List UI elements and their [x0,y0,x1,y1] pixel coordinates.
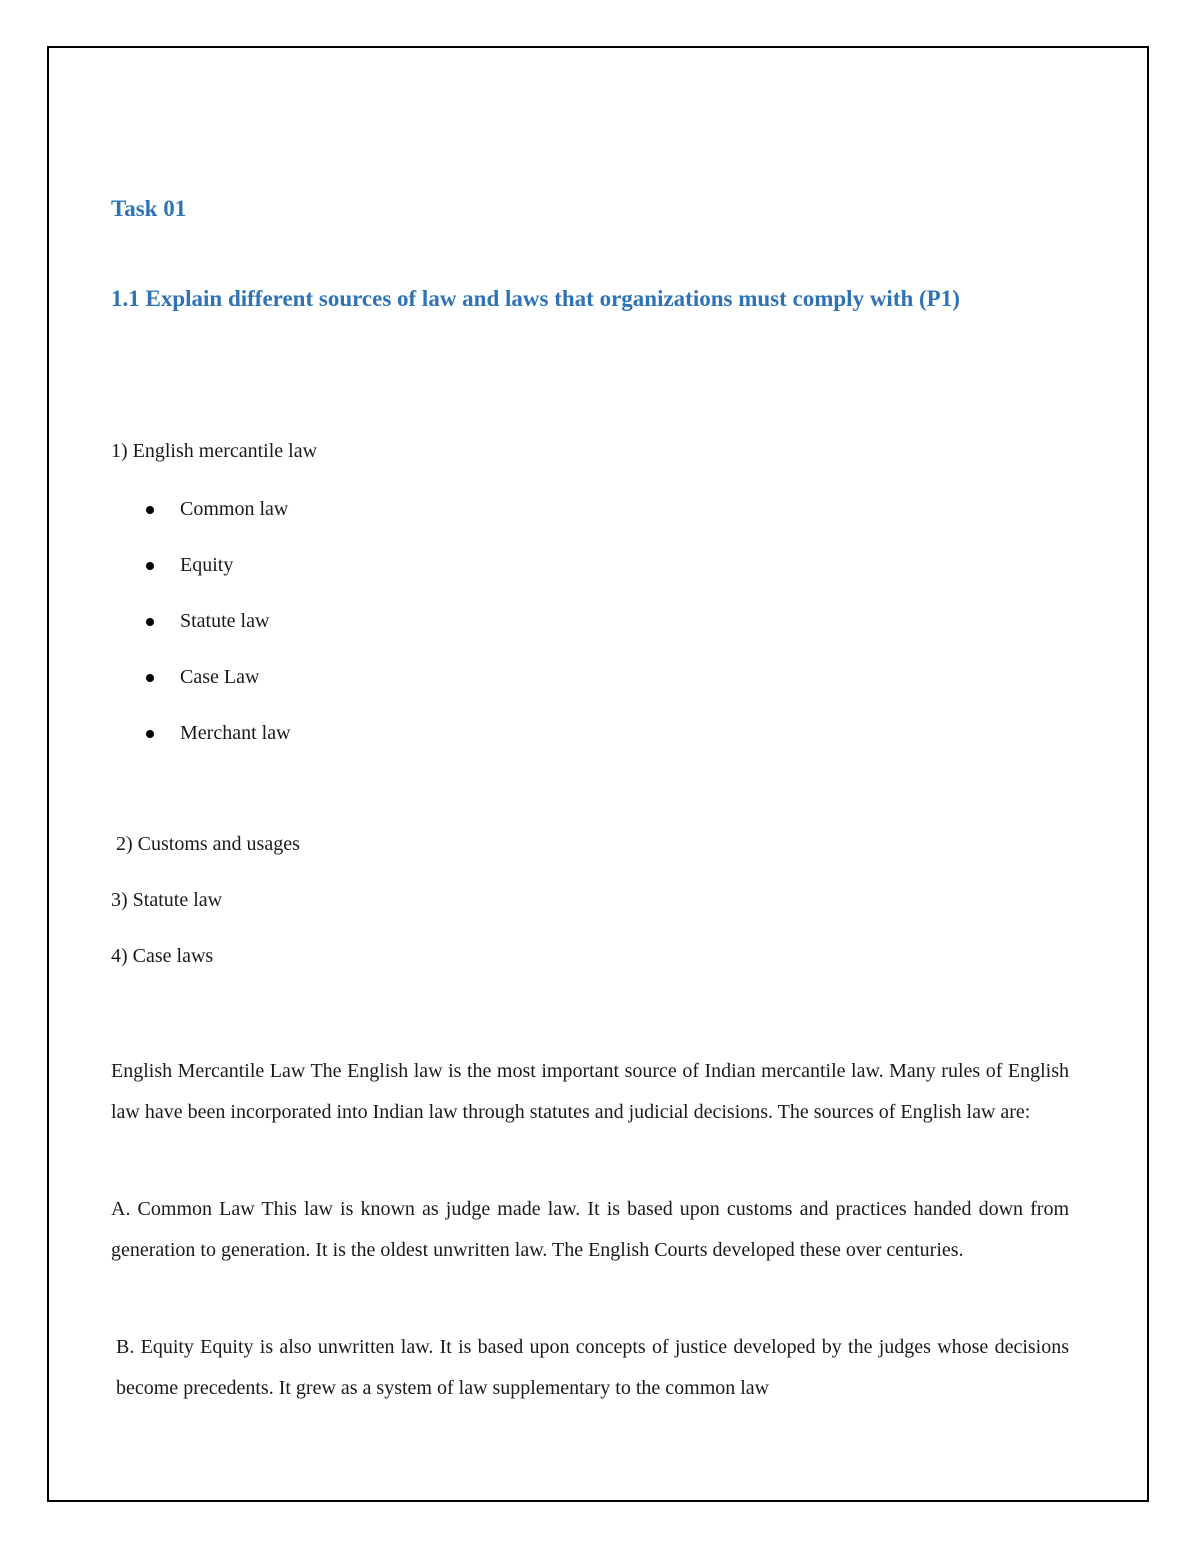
list-item-label: Merchant law [180,722,291,744]
list-heading-english-mercantile-law: 1) English mercantile law [111,440,318,462]
bullet-icon [146,506,154,514]
item-statute-law: 3) Statute law [111,889,223,911]
bullet-icon [146,674,154,682]
bullet-icon [146,562,154,570]
list-item-label: Common law [180,498,289,520]
item-case-laws: 4) Case laws [111,945,214,967]
page-border [47,46,1149,1502]
paragraph-common-law: A. Common Law This law is known as judge made law. It is based upon customs and practices handed down from generation to generation. It is the oldest unwritten law. The English Courts developed these over centuries. [111,1198,1069,1261]
paragraph-equity: B. Equity Equity is also unwritten law. It is based upon concepts of justice developed by the judges whose decisions become precedents. It grew as a system of law supplementary to the common law [116,1336,1069,1399]
item-customs-and-usages: 2) Customs and usages [116,833,300,855]
list-item-label: Case Law [180,666,260,688]
bullet-icon [146,730,154,738]
list-item-label: Statute law [180,610,270,632]
bullet-icon [146,618,154,626]
task-title: Task 01 [111,196,187,221]
section-heading: 1.1 Explain different sources of law and laws that organizations must comply with (P1) [111,286,960,311]
list-item-label: Equity [180,554,234,576]
paragraph-english-mercantile-law: English Mercantile Law The English law is the most important source of Indian mercantile law. Many rules of English law have been incorporated into Indian law through statutes and judicial decisions. The sources of English law are: [111,1060,1069,1123]
